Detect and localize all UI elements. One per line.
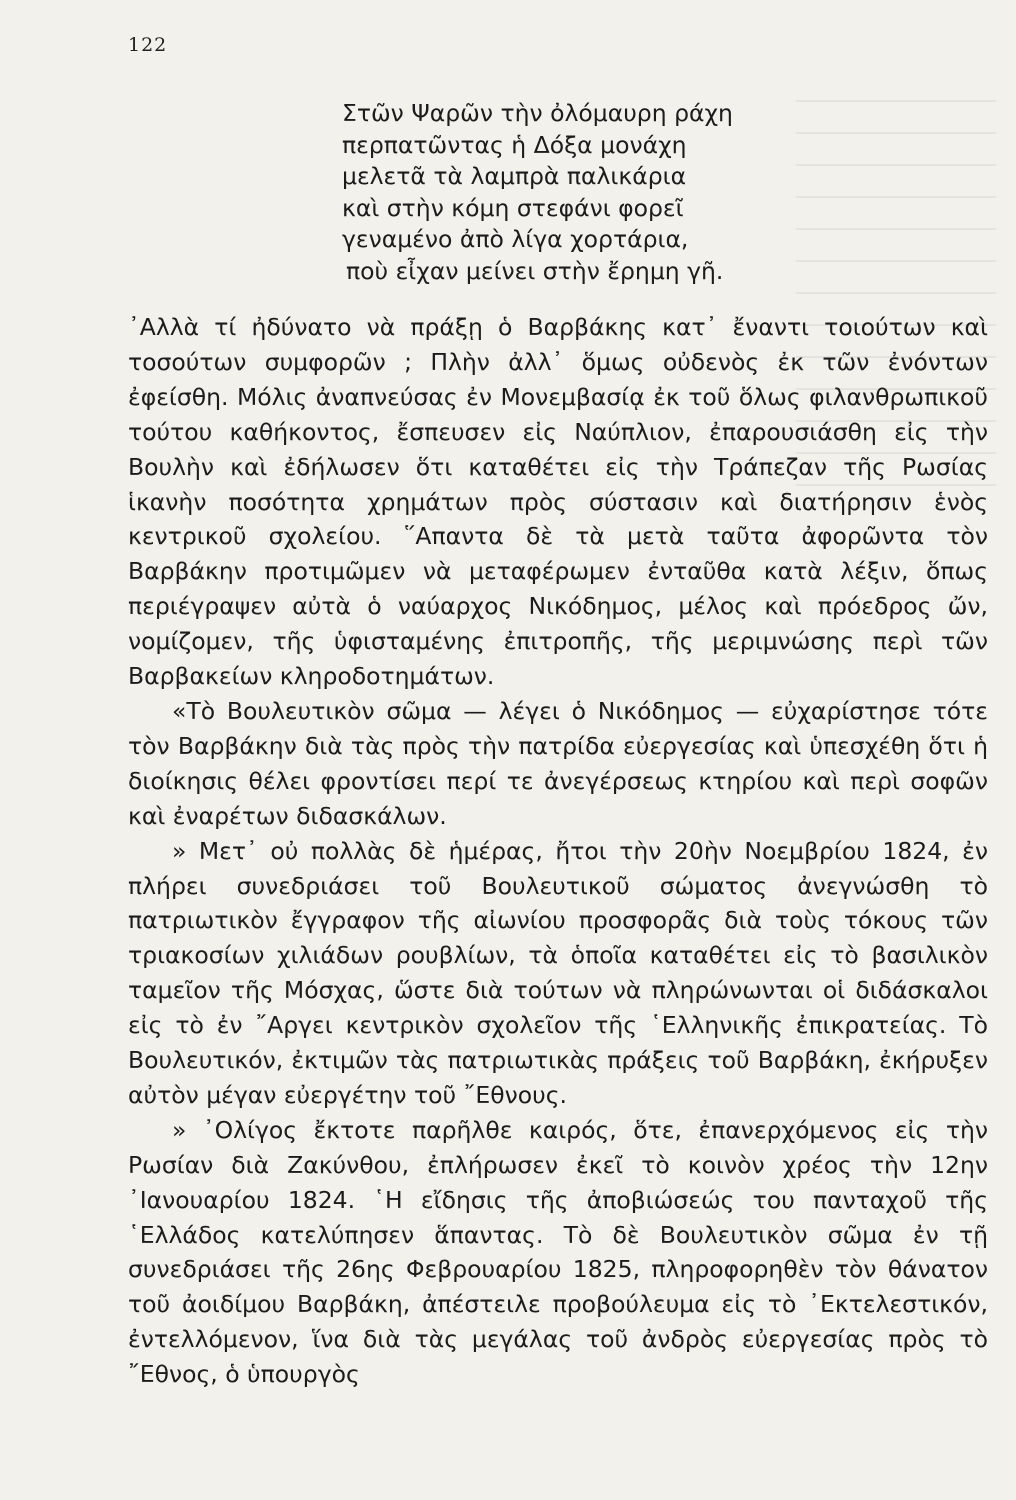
poem-stanza bbox=[342, 98, 733, 287]
paragraph: » Μετ᾿ οὐ πολλὰς δὲ ἡμέρας, ἤτοι τὴν 20ὴν Νοεμβρίου 1824, ἐν πλήρει συνεδριάσει τοῦ Βουλευτικοῦ σώματος ἀνεγνώσθη τὸ πατριωτικὸν ἔγγραφον τῆς αἰωνίου προσφορᾶς διὰ τοὺς τόκους τῶν τριακοσίων χιλιάδων ρουβλίων, τὰ ὁποῖα καταθέτει εἰς τὸ βασιλικὸν ταμεῖον τῆς Μόσχας, ὥστε διὰ τούτων νὰ πληρώνωνται οἱ διδάσκαλοι εἰς τὸ ἐν ῎Αργει κεντρικὸν σχολεῖον τῆς ῾Ελληνικῆς ἐπικρατείας. Τὸ Βουλευτικόν, ἐκτιμῶν τὰς πατριωτικὰς πράξεις τοῦ Βαρβάκη, ἐκήρυξεν αὐτὸν μέγαν εὐεργέτην τοῦ ῎Εθνους. bbox=[128, 836, 988, 1109]
poem-line: περπατῶντας ἡ Δόξα μονάχη bbox=[342, 130, 687, 159]
poem-line: Στῶν Ψαρῶν τὴν ὀλόμαυρη ράχη bbox=[342, 99, 733, 127]
body-text bbox=[128, 310, 988, 1392]
poem-line: γεναμένο ἀπὸ λίγα χορτάρια, bbox=[342, 225, 689, 253]
poem-line: καὶ στὴν κόμη στεφάνι φορεῖ bbox=[342, 193, 684, 222]
paragraph: «Τὸ Βουλευτικὸν σῶμα — λέγει ὁ Νικόδημος — εὐχαρίστησε τότε τὸν Βαρβάκην διὰ τὰς πρὸς τὴν πατρίδα εὐεργεσίας καὶ ὑπεσχέθη ὅτι ἡ διοίκησις θέλει φροντίσει περί τε ἀνεγέρσεως κτηρίου καὶ περὶ σοφῶν καὶ ἐναρέτων διδασκάλων. bbox=[128, 696, 988, 830]
paragraph: » ᾿Ολίγος ἔκτοτε παρῆλθε καιρός, ὅτε, ἐπανερχόμενος εἰς τὴν Ρωσίαν διὰ Ζακύνθου, ἐπλήρωσεν ἐκεῖ τὸ κοινὸν χρέος τὴν 12ην ᾿Ιανουαρίου 1824. ῾Η εἴδησις τῆς ἀποβιώσεώς του πανταχοῦ τῆς ῾Ελλάδος κατελύπησεν ἅπαντας. Τὸ δὲ Βουλευτικὸν σῶμα ἐν τῇ συνεδριάσει τῆς 26ης Φεβρουαρίου 1825, πληροφορηθὲν τὸν θάνατον τοῦ ἀοιδίμου Βαρβάκη, ἀπέστειλε προβούλευμα εἰς τὸ ᾿Εκτελεστικόν, ἐντελλόμενον, ἵνα διὰ τὰς μεγάλας τοῦ ἀνδρὸς εὐεργεσίας πρὸς τὸ ῎Εθνος, ὁ ὑπουργὸς bbox=[128, 1115, 988, 1389]
poem-line: μελετᾶ τὰ λαμπρὰ παλικάρια bbox=[342, 162, 687, 190]
page-number: 122 bbox=[128, 34, 168, 56]
poem-line: ποὺ εἶχαν μείνει στὴν ἔρημη γῆ. bbox=[346, 256, 724, 285]
paragraph: ᾿Αλλὰ τί ἠδύνατο νὰ πράξῃ ὁ Βαρβάκης κατ᾿ ἔναντι τοιούτων καὶ τοσούτων συμφορῶν ; Πλὴν ἀλλ᾿ ὅμως οὐδενὸς ἐκ τῶν ἐνόντων ἐφείσθη. Μόλις ἀναπνεύσας ἐν Μονεμβασίᾳ ἐκ τοῦ ὅλως φιλανθρωπικοῦ τούτου καθήκοντος, ἔσπευσεν εἰς Ναύπλιον, ἐπαρουσιάσθη εἰς τὴν Βουλὴν καὶ ἐδήλωσεν ὅτι καταθέτει εἰς τὴν Τράπεζαν τῆς Ρωσίας ἱκανὴν ποσότητα χρημάτων πρὸς σύστασιν καὶ διατήρησιν ἑνὸς κεντρικοῦ σχολείου. ῞Απαντα δὲ τὰ μετὰ ταῦτα ἀφορῶντα τὸν Βαρβάκην προτιμῶμεν νὰ μεταφέρωμεν ἐνταῦθα κατὰ λέξιν, ὅπως περιέγραψεν αὐτὰ ὁ ναύαρχος Νικόδημος, μέλος καὶ πρόεδρος ὤν, νομίζομεν, τῆς ὑφισταμένης ἐπιτροπῆς, τῆς μεριμνώσης περὶ τῶν Βαρβακείων κληροδοτημάτων. bbox=[128, 313, 988, 691]
